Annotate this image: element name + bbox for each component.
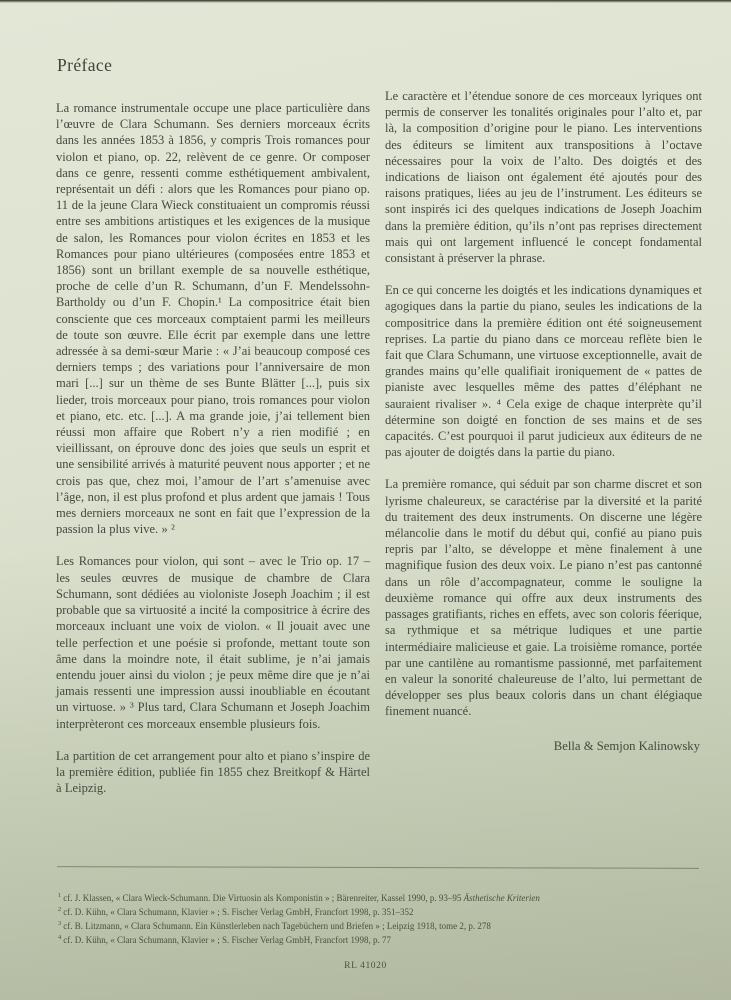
footnote-text: cf. J. Klassen, « Clara Wieck-Schumann. Die Virtuosin als Komponistin » ; Bärenreiter, Kassel 1990, p. 93–95 (63, 893, 464, 903)
footnote-text: cf. B. Litzmann, « Clara Schumann. Ein Künstlerleben nach Tagebüchern und Briefen » ; Leipzig 1918, tome 2, p. 278 (63, 921, 491, 931)
footnote-separator-rule (57, 866, 699, 869)
footnote-4 (58, 933, 703, 947)
footnote-marker: 4 (58, 934, 62, 941)
authors-signature: Bella & Semjon Kalinowsky (553, 738, 700, 753)
preface-paragraph-right-1: Le caractère et l’étendue sonore de ces morceaux lyriques ont permis de conserver les tonalités originales pour l’alto et, par là, la composition d’origine pour le piano. Les interventions des éditeurs se limitent aux transpositions à l’octave nécessaires pour la voix de l’alto. Des doigtés et des indications de liaison ont également été ajoutés pour des raisons pratiques, liées au jeu de l’instrument. Les éditeurs se sont inspirés ici des quelques indications de Joseph Joachim dans la première édition, qu’ils n’ont pas reprises directement mais qui ont largement influencé le concept fondamental consistant à préserver la phrase. (385, 89, 702, 266)
footnote-marker: 2 (58, 906, 62, 913)
preface-content (56, 55, 702, 812)
footnote-emphasis: Ästhetische Kriterien (463, 893, 540, 903)
preface-paragraph-right-2: En ce qui concerne les doigtés et les indications dynamiques et agogiques dans la partie du piano, seules les indications de la compositrice dans la première édition ont été soigneusement reprises. La partie du piano dans ce morceau reflète bien le fait que Clara Schumann, une virtuose exceptionnelle, avait de grandes mains qu’elle qualifiait ironiquement de « pattes de pianiste avec lesquelles même des pattes d’éléphant ne sauraient rivaliser ». ⁴ Cela exige de chaque interprète qu’il détermine son doigté en fonction de ses mains et de ses capacités. C’est pourquoi il parut judicieux aux éditeurs de ne pas ajouter de doigtés dans la partie du piano. (385, 283, 702, 460)
left-column (56, 55, 370, 812)
footnote-marker: 1 (58, 892, 62, 899)
page-title: Préface (57, 55, 113, 75)
preface-paragraph-left-2: Les Romances pour violon, qui sont – avec le Trio op. 17 – les seules œuvres de musique de chambre de Clara Schumann, sont dédiées au violoniste Joseph Joachim ; il est probable que sa virtuosité a incité la compositrice à écrire des morceaux incluant une voix de violon. « Il jouait avec une telle perfection et une poésie si profonde, mettant toute son âme dans la moindre note, il était sublime, je n’ai jamais entendu jouer ainsi du violon ; je peux même dire que je n’ai jamais ressenti une impression aussi inoubliable en écoutant un virtuose. » ³ Plus tard, Clara Schumann et Joseph Joachim interprèteront ces morceaux ensemble plusieurs fois. (56, 554, 370, 731)
right-column (385, 55, 702, 812)
footnote-1 (58, 891, 703, 905)
footnote-2 (58, 905, 703, 919)
plate-number: RL 41020 (344, 961, 387, 971)
footnote-marker: 3 (58, 920, 62, 927)
footnotes (58, 891, 703, 947)
footnote-3 (58, 919, 703, 933)
preface-paragraph-left-1: La romance instrumentale occupe une place particulière dans l’œuvre de Clara Schumann. Ses derniers morceaux écrits dans les années 1853 à 1856, y compris Trois romances pour violon et piano, op. 22, relèvent de ce genre. Or composer dans ce genre, ressenti comme esthétiquement ambivalent, représentait un défi : alors que les Romances pour piano op. 11 de la jeune Clara Wieck constituaient un compromis réussi entre ses ambitions artistiques et les exigences de la musique de salon, les Romances pour violon écrites en 1853 et les Romances pour piano ultérieures (composées entre 1853 et 1856) sont un brillant exemple de sa nouvelle esthétique, proche de celle d’un R. Schumann, d’un F. Mendelssohn-Bartholdy ou d’un F. Chopin.¹ La compositrice était bien consciente que ces morceaux comptaient parmi les meilleurs de toute son œuvre. Elle écrit par exemple dans une lettre adressée à sa demi-sœur Marie : « J’ai beaucoup composé ces derniers temps ; des variations pour l’anniversaire de mon mari [...] sur un thème de ses Bunte Blätter [...], puis six lieder, trois morceaux pour piano, trois romances pour violon et piano, etc. etc. [...]. A ma grande joie, j’ai tellement bien réussi mon affaire que Robert n’y a rien modifié ; en vieillissant, on éprouve donc des joies que seuls un esprit et une sensibilité arrivés à maturité peuvent nous apporter ; et ne crois pas que, chez moi, l’amour de l’art s’amenuise avec l’âge, non, il est plus profond et plus ardent que jamais ! Tous mes derniers morceaux ne sont en fait que l’expression de la passion la plus vive. » ² (56, 101, 370, 537)
photo-top-edge (0, 0, 731, 3)
preface-paragraph-left-3: La partition de cet arrangement pour alto et piano s’inspire de la première édition, publiée fin 1855 chez Breitkopf & Härtel à Leipzig. (56, 748, 370, 796)
preface-paragraph-right-3: La première romance, qui séduit par son charme discret et son lyrisme chaleureux, se caractérise par la diversité et la parité du traitement des deux instruments. On discerne une légère mélancolie dans le motif du début qui, confié au piano puis repris par l’alto, se développe et mène finalement à une magnifique fusion des deux voix. Le piano n’est pas cantonné dans un rôle d’accompagnateur, comme le souligne la deuxième romance qui offre aux deux instruments des passages gratifiants, riches en effets, avec son coloris féerique, sa rythmique et sa métrique ludiques et une partie intermédiaire malicieuse et gaie. La troisième romance, portée par une cantilène au romantisme passionné, met parfaitement en valeur la sonorité chaleureuse de l’alto, lui permettant de développer ses plus beaux coloris dans un chant élégiaque finement nuancé. (385, 477, 702, 719)
footnote-text: cf. D. Kühn, « Clara Schumann, Klavier » ; S. Fischer Verlag GmbH, Francfort 1998, p. 77 (63, 935, 392, 945)
footnote-text: cf. D. Kühn, « Clara Schumann, Klavier » ; S. Fischer Verlag GmbH, Francfort 1998, p. 351–352 (63, 907, 414, 917)
